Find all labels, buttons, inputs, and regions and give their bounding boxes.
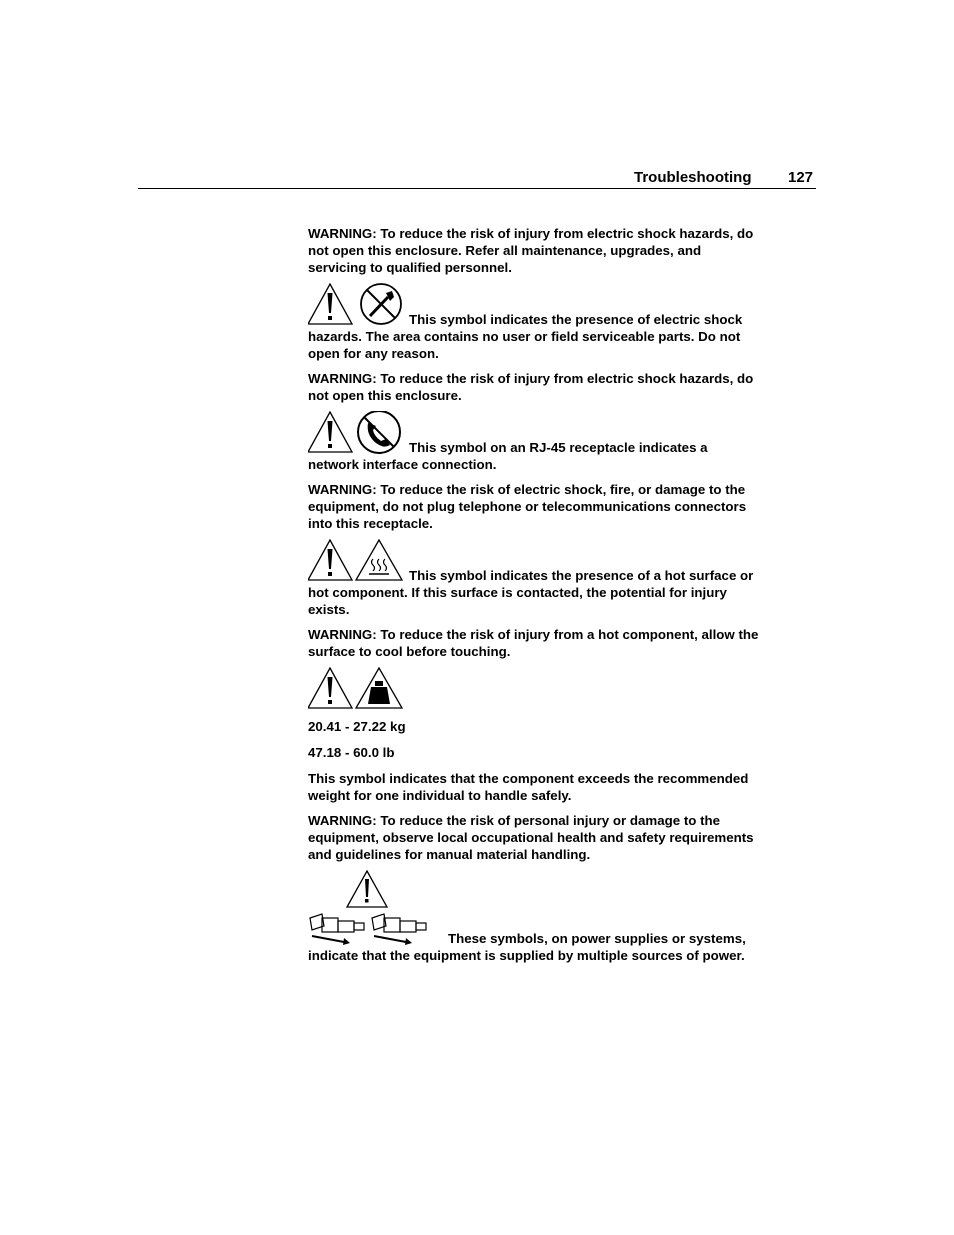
warning-hot-component: WARNING: To reduce the risk of injury from a hot component, allow the surface to cool before touching. (308, 627, 759, 659)
weight-symbol-description: This symbol indicates that the component exceeds the recommended weight for one individual to handle safely. (308, 771, 749, 803)
shock-symbol-text: This symbol indicates the presence of electric shock hazards. The area contains no user or field serviceable parts. Do not open for any reason. (308, 312, 743, 361)
power-symbol-description (308, 930, 760, 964)
warning-material-handling: WARNING: To reduce the risk of personal injury or damage to the equipment, observe local occupational health and safety requirements and guidelines for manual material handling. (308, 813, 754, 862)
warning-shock-short: WARNING: To reduce the risk of injury from electric shock hazards, do not open this enclosure. (308, 371, 754, 403)
hot-symbol-description (308, 567, 760, 618)
weight-lb: 47.18 - 60.0 lb (308, 745, 395, 760)
weight-symbols (308, 667, 408, 711)
warning-triangle-icon (347, 871, 387, 907)
network-symbol-text: This symbol on an RJ-45 receptacle indicates a network interface connection. (308, 440, 708, 472)
header-rule (138, 188, 816, 189)
weight-kg: 20.41 - 27.22 kg (308, 719, 406, 734)
network-symbol-description (308, 439, 760, 473)
warning-telephone: WARNING: To reduce the risk of electric shock, fire, or damage to the equipment, do not plug telephone or telecommunications connectors into this receptacle. (308, 482, 747, 531)
running-header-title: Troubleshooting (634, 169, 752, 186)
warning-shock-enclosure: WARNING: To reduce the risk of injury from electric shock hazards, do not open this enclosure. Refer all maintenance, upgrades, and servicing to qualified personnel. (308, 226, 754, 275)
power-symbol-text: These symbols, on power supplies or systems, indicate that the equipment is supplied by multiple sources of power. (308, 931, 746, 963)
page-number: 127 (788, 169, 814, 186)
hot-symbol-text: This symbol indicates the presence of a hot surface or hot component. If this surface is contacted, the potential for injury exists. (308, 568, 754, 617)
warning-triangle-icon (308, 668, 352, 708)
heavy-weight-icon (356, 668, 402, 708)
shock-symbol-description (308, 311, 760, 362)
